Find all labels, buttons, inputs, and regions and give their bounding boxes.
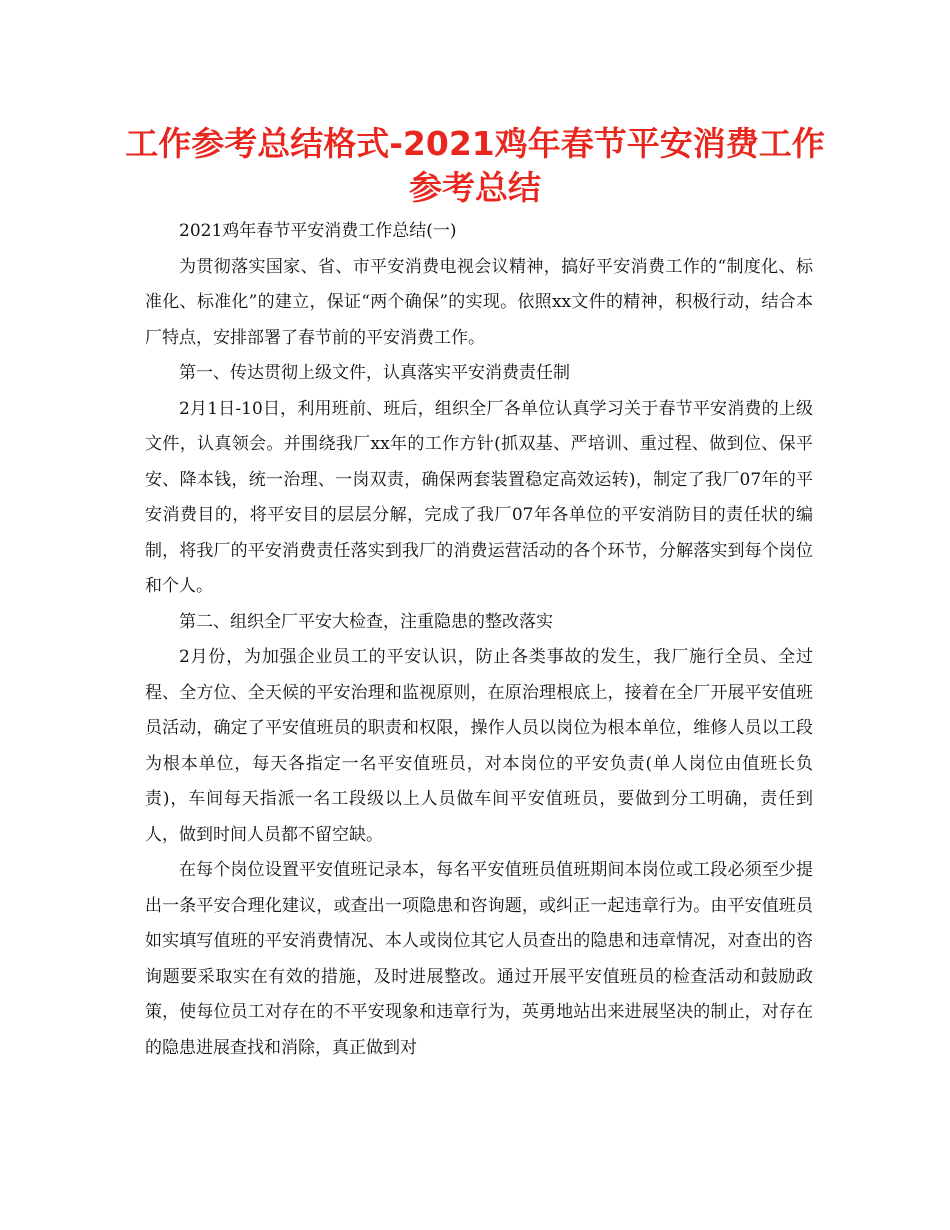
section-heading-1: 第一、传达贯彻上级文件，认真落实平安消费责任制	[179, 363, 570, 383]
title-line-2: 参考总结	[409, 168, 541, 207]
document-body	[145, 214, 813, 1066]
paragraph-section-2-cont: 在每个岗位设置平安值班记录本，每名平安值班员值班期间本岗位或工段必须至少提出一条平安合理化建议，或查出一项隐患和咨询题，或纠正一起违章行为。由平安值班员如实填写值班的平安消费情况、本人或岗位其它人员查出的隐患和违章情况，对查出的咨询题要采取实在有效的措施，及时进展整改。通过开展平安值班员的检查活动和鼓励政策，使每位员工对存在的不平安现象和违章行为，英勇地站出来进展坚决的制止，对存在的隐患进展查找和消除，真正做到对	[145, 860, 813, 1058]
paragraph-section-2: 2月份，为加强企业员工的平安认识，防止各类事故的发生，我厂施行全员、全过程、全方位、全天候的平安治理和监视原则，在原治理根底上，接着在全厂开展平安值班员活动，确定了平安值班员的职责和权限，操作人员以岗位为根本单位，维修人员以工段为根本单位，每天各指定一名平安值班员，对本岗位的平安负责(单人岗位由值班长负责)，车间每天指派一名工段级以上人员做车间平安值班员，要做到分工明确，责任到人，做到时间人员都不留空缺。	[145, 647, 813, 845]
section-heading-2: 第二、组织全厂平安大检查，注重隐患的整改落实	[179, 611, 553, 632]
document-title	[100, 122, 850, 210]
paragraph-subtitle: 2021鸡年春节平安消费工作总结(一)	[179, 221, 457, 241]
paragraph-section-1: 2月1日-10日，利用班前、班后，组织全厂各单位认真学习关于春节平安消费的上级文件，认真领会。并围绕我厂xx年的工作方针(抓双基、严培训、重过程、做到位、保平安、降本钱，统一治理、一岗双责，确保两套装置稳定高效运转)，制定了我厂07年的平安消费目的，将平安目的层层分解，完成了我厂07年各单位的平安消防目的责任状的编制，将我厂的平安消费责任落实到我厂的消费运营活动的各个环节，分解落实到每个岗位和个人。	[145, 398, 813, 596]
title-line-1: 工作参考总结格式-2021鸡年春节平安消费工作	[125, 124, 825, 163]
paragraph-intro: 为贯彻落实国家、省、市平安消费电视会议精神，搞好平安消费工作的“制度化、标准化、标准化”的建立，保证“两个确保”的实现。依照xx文件的精神，积极行动，结合本厂特点，安排部署了春节前的平安消费工作。	[145, 256, 813, 348]
